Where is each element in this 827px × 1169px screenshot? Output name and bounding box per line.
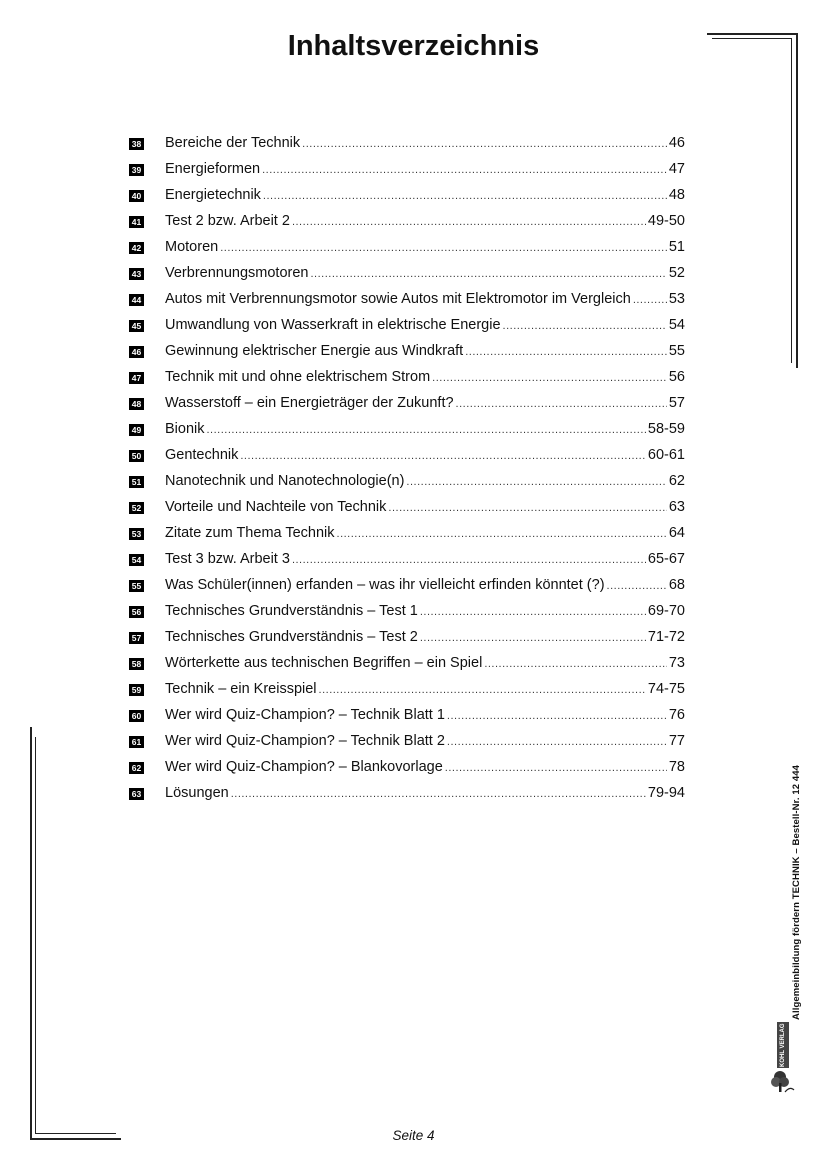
tree-icon <box>770 1068 796 1094</box>
toc-entry <box>129 183 685 209</box>
dot-leader <box>302 138 667 150</box>
toc-entry-title: Autos mit Verbrennungsmotor sowie Autos mit Elektromotor im Vergleich <box>165 291 631 307</box>
dot-leader <box>447 736 667 748</box>
toc-entry-page: 55 <box>668 343 685 359</box>
chapter-number-badge: 52 <box>129 502 144 514</box>
dot-leader <box>445 762 667 774</box>
dot-leader <box>231 788 646 800</box>
dot-leader <box>432 372 667 384</box>
chapter-number-badge: 57 <box>129 632 144 644</box>
toc-entry-title: Wer wird Quiz-Champion? – Technik Blatt 1 <box>165 707 445 723</box>
toc-entry-line <box>165 499 685 515</box>
toc-entry-line <box>165 343 685 359</box>
toc-entry-title: Test 3 bzw. Arbeit 3 <box>165 551 290 567</box>
toc-entry-title: Bionik <box>165 421 205 437</box>
toc-entry-title: Technisches Grundverständnis – Test 1 <box>165 603 418 619</box>
chapter-number-badge: 47 <box>129 372 144 384</box>
toc-entry-title: Verbrennungsmotoren <box>165 265 309 281</box>
toc-entry-title: Zitate zum Thema Technik <box>165 525 335 541</box>
toc-entry <box>129 235 685 261</box>
toc-entry-title: Wasserstoff – ein Energieträger der Zukunft? <box>165 395 454 411</box>
frame-top-right-vertical <box>796 33 798 368</box>
toc-entry-line <box>165 135 685 151</box>
toc-entry <box>129 469 685 495</box>
chapter-number-badge: 49 <box>129 424 144 436</box>
chapter-number-badge: 40 <box>129 190 144 202</box>
dot-leader <box>633 294 667 306</box>
toc-entry <box>129 287 685 313</box>
publisher-logo-text: KOHL VERLAG <box>777 1022 789 1068</box>
toc-entry <box>129 781 685 807</box>
toc-entry <box>129 625 685 651</box>
page-title: Inhaltsverzeichnis <box>287 30 540 62</box>
toc-entry <box>129 417 685 443</box>
dot-leader <box>263 190 667 202</box>
frame-top-right-horizontal <box>707 33 797 35</box>
toc-entry-line <box>165 655 685 671</box>
dot-leader <box>319 684 646 696</box>
chapter-number-badge: 58 <box>129 658 144 670</box>
dot-leader <box>311 268 667 280</box>
toc-entry-title: Vorteile und Nachteile von Technik <box>165 499 387 515</box>
toc-entry-page: 60-61 <box>647 447 685 463</box>
toc-entry <box>129 703 685 729</box>
toc-entry-title: Test 2 bzw. Arbeit 2 <box>165 213 290 229</box>
dot-leader <box>420 606 646 618</box>
toc-entry-title: Wer wird Quiz-Champion? – Technik Blatt 2 <box>165 733 445 749</box>
publisher-logo <box>770 1022 800 1096</box>
frame-top-right-horizontal-inner <box>712 38 792 39</box>
toc-entry <box>129 131 685 157</box>
dot-leader <box>420 632 646 644</box>
toc-entry <box>129 261 685 287</box>
dot-leader <box>220 242 667 254</box>
toc-entry-page: 65-67 <box>647 551 685 567</box>
toc-entry-page: 51 <box>668 239 685 255</box>
dot-leader <box>484 658 667 670</box>
chapter-number-badge: 54 <box>129 554 144 566</box>
toc-entry-line <box>165 161 685 177</box>
dot-leader <box>240 450 646 462</box>
toc-entry-line <box>165 291 685 307</box>
dot-leader <box>337 528 667 540</box>
toc-entry-line <box>165 421 685 437</box>
order-info-sidebar <box>790 745 804 1020</box>
toc-entry <box>129 443 685 469</box>
toc-entry-page: 48 <box>668 187 685 203</box>
toc-entry-line <box>165 681 685 697</box>
toc-entry <box>129 677 685 703</box>
toc-entry <box>129 313 685 339</box>
toc-entry-page: 69-70 <box>647 603 685 619</box>
chapter-number-badge: 50 <box>129 450 144 462</box>
chapter-number-badge: 55 <box>129 580 144 592</box>
toc-entry-line <box>165 577 685 593</box>
toc-entry-title: Technisches Grundverständnis – Test 2 <box>165 629 418 645</box>
toc-entry-page: 57 <box>668 395 685 411</box>
order-info-text: Allgemeinbildung fördern TECHNIK – Bestell-Nr. 12 444 <box>791 765 802 1020</box>
dot-leader <box>388 502 666 514</box>
toc-entry-page: 54 <box>668 317 685 333</box>
toc-entry-page: 63 <box>668 499 685 515</box>
toc-entry-line <box>165 239 685 255</box>
toc-entry-page: 74-75 <box>647 681 685 697</box>
chapter-number-badge: 38 <box>129 138 144 150</box>
chapter-number-badge: 63 <box>129 788 144 800</box>
toc-entry-line <box>165 525 685 541</box>
toc-entry-page: 71-72 <box>647 629 685 645</box>
toc-entry-title: Umwandlung von Wasserkraft in elektrische Energie <box>165 317 501 333</box>
toc-entry-title: Nanotechnik und Nanotechnologie(n) <box>165 473 405 489</box>
toc-entry <box>129 521 685 547</box>
chapter-number-badge: 53 <box>129 528 144 540</box>
dot-leader <box>503 320 667 332</box>
frame-top-right-vertical-inner <box>791 38 792 363</box>
toc-entry-line <box>165 395 685 411</box>
chapter-number-badge: 60 <box>129 710 144 722</box>
toc-entry <box>129 365 685 391</box>
toc-entry <box>129 755 685 781</box>
toc-entry-line <box>165 551 685 567</box>
toc-entry-title: Was Schüler(innen) erfanden – was ihr vielleicht erfinden könntet (?) <box>165 577 605 593</box>
chapter-number-badge: 42 <box>129 242 144 254</box>
chapter-number-badge: 43 <box>129 268 144 280</box>
toc-entry <box>129 573 685 599</box>
toc-entry <box>129 599 685 625</box>
toc-entry-title: Gentechnik <box>165 447 239 463</box>
toc-entry-title: Wer wird Quiz-Champion? – Blankovorlage <box>165 759 443 775</box>
chapter-number-badge: 62 <box>129 762 144 774</box>
page-footer: Seite 4 <box>392 1128 435 1143</box>
toc-entry-page: 78 <box>668 759 685 775</box>
toc-entry-line <box>165 265 685 281</box>
toc-entry <box>129 651 685 677</box>
toc-entry-line <box>165 187 685 203</box>
toc-entry-line <box>165 213 685 229</box>
toc-entry-title: Energieformen <box>165 161 261 177</box>
toc-entry-line <box>165 759 685 775</box>
toc-entry-line <box>165 603 685 619</box>
chapter-number-badge: 46 <box>129 346 144 358</box>
chapter-number-badge: 61 <box>129 736 144 748</box>
toc-entry-title: Technik mit und ohne elektrischem Strom <box>165 369 431 385</box>
toc-entry-page: 73 <box>668 655 685 671</box>
toc-entry <box>129 547 685 573</box>
table-of-contents <box>129 131 685 807</box>
toc-entry-page: 52 <box>668 265 685 281</box>
toc-entry-page: 58-59 <box>647 421 685 437</box>
dot-leader <box>262 164 667 176</box>
chapter-number-badge: 56 <box>129 606 144 618</box>
toc-entry-page: 46 <box>668 135 685 151</box>
toc-entry-line <box>165 369 685 385</box>
toc-entry-title: Energietechnik <box>165 187 261 203</box>
toc-entry-page: 49-50 <box>647 213 685 229</box>
toc-entry-title: Lösungen <box>165 785 229 801</box>
toc-entry-page: 62 <box>668 473 685 489</box>
toc-entry <box>129 391 685 417</box>
toc-entry-page: 68 <box>668 577 685 593</box>
toc-entry-line <box>165 317 685 333</box>
chapter-number-badge: 41 <box>129 216 144 228</box>
toc-entry-line <box>165 629 685 645</box>
dot-leader <box>207 424 646 436</box>
toc-entry-title: Gewinnung elektrischer Energie aus Windkraft <box>165 343 464 359</box>
toc-entry-line <box>165 447 685 463</box>
chapter-number-badge: 48 <box>129 398 144 410</box>
dot-leader <box>292 216 646 228</box>
toc-entry-line <box>165 473 685 489</box>
dot-leader <box>456 398 667 410</box>
dot-leader <box>607 580 667 592</box>
toc-entry-page: 53 <box>668 291 685 307</box>
toc-entry-line <box>165 785 685 801</box>
toc-entry-page: 79-94 <box>647 785 685 801</box>
chapter-number-badge: 39 <box>129 164 144 176</box>
toc-entry-page: 64 <box>668 525 685 541</box>
toc-entry <box>129 495 685 521</box>
dot-leader <box>447 710 667 722</box>
dot-leader <box>292 554 646 566</box>
toc-entry <box>129 339 685 365</box>
chapter-number-badge: 51 <box>129 476 144 488</box>
toc-entry-page: 47 <box>668 161 685 177</box>
frame-bottom-left-vertical <box>30 727 32 1139</box>
toc-entry-title: Wörterkette aus technischen Begriffen – ein Spiel <box>165 655 483 671</box>
toc-entry-title: Bereiche der Technik <box>165 135 301 151</box>
chapter-number-badge: 44 <box>129 294 144 306</box>
toc-entry <box>129 157 685 183</box>
toc-entry-page: 77 <box>668 733 685 749</box>
dot-leader <box>406 476 666 488</box>
toc-entry <box>129 729 685 755</box>
chapter-number-badge: 45 <box>129 320 144 332</box>
toc-entry-line <box>165 733 685 749</box>
dot-leader <box>465 346 667 358</box>
toc-entry <box>129 209 685 235</box>
frame-bottom-left-vertical-inner <box>35 737 36 1134</box>
chapter-number-badge: 59 <box>129 684 144 696</box>
toc-entry-page: 56 <box>668 369 685 385</box>
toc-entry-title: Motoren <box>165 239 219 255</box>
toc-entry-title: Technik – ein Kreisspiel <box>165 681 317 697</box>
toc-entry-line <box>165 707 685 723</box>
toc-entry-page: 76 <box>668 707 685 723</box>
